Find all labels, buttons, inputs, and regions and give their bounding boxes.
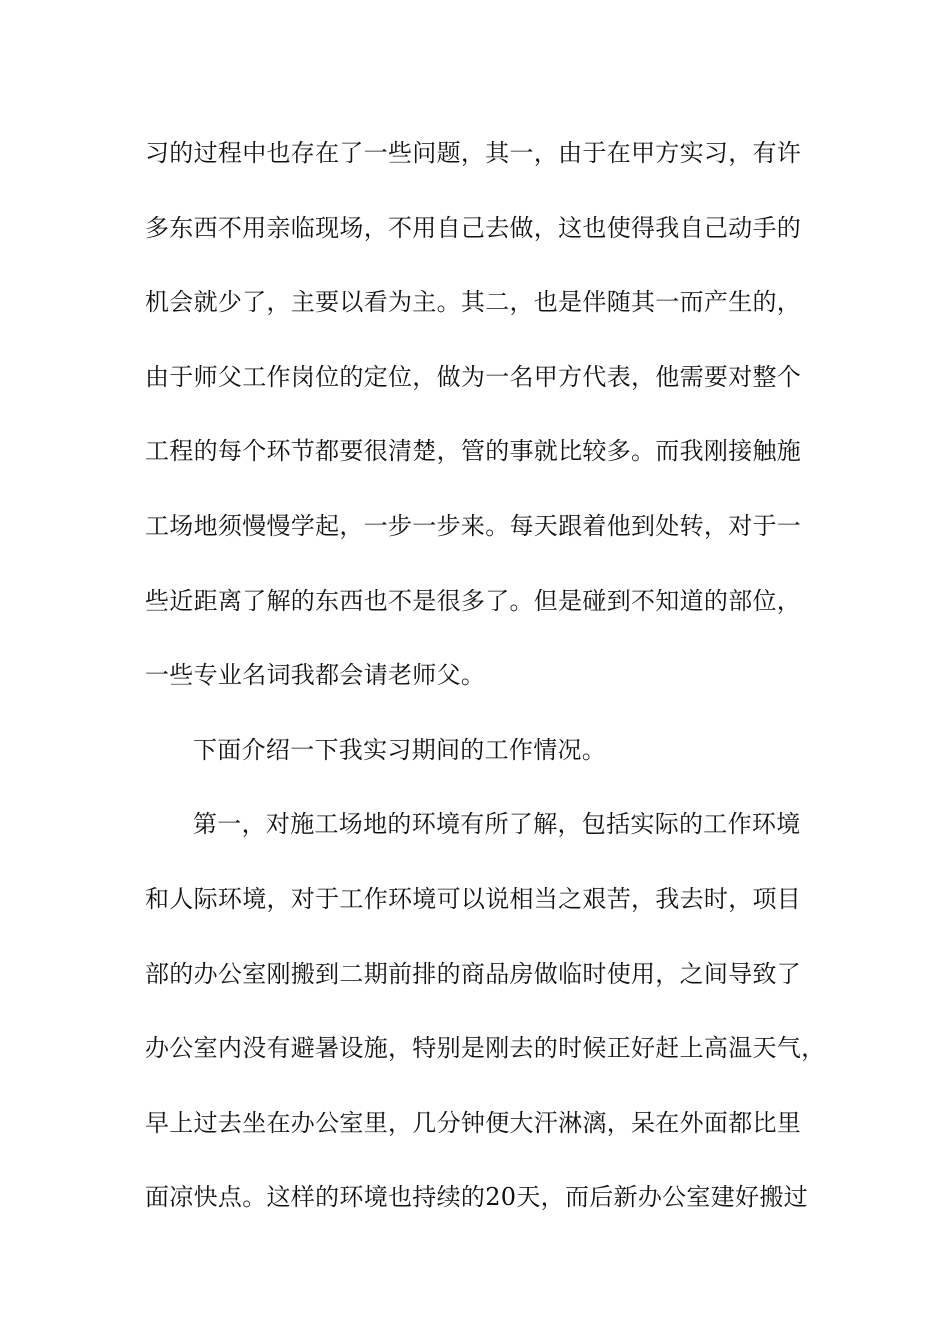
text-line: 部的办公室刚搬到二期前排的商品房做临时使用，之间导致了 (145, 959, 802, 988)
text-line: 面凉快点。这样的环境也持续的20天，而后新办公室建好搬过 (145, 1183, 808, 1212)
paragraph-start-line: 第一，对施工场地的环境有所了解，包括实际的工作环境 (193, 810, 801, 839)
text-line: 一些专业名词我都会请老师父。 (145, 661, 486, 690)
paragraph-start-line: 下面介绍一下我实习期间的工作情况。 (193, 735, 607, 764)
text-line: 机会就少了，主要以看为主。其二，也是伴随其一而产生的， (145, 288, 802, 317)
text-line: 和人际环境，对于工作环境可以说相当之艰苦，我去时，项目 (145, 884, 802, 913)
text-line: 多东西不用亲临现场，不用自己去做，这也使得我自己动手的 (145, 213, 802, 242)
text-line: 习的过程中也存在了一些问题，其一，由于在甲方实习，有许 (145, 139, 802, 167)
body-text (145, 127, 826, 1246)
text-line: 工场地须慢慢学起，一步一步来。每天跟着他到处转，对于一 (145, 511, 802, 540)
text-line: 早上过去坐在办公室里，几分钟便大汗淋漓，呆在外面都比里 (145, 1108, 802, 1137)
text-line: 办公室内没有避暑设施，特别是刚去的时候正好赶上高温天气， (145, 1034, 826, 1063)
text-line: 工程的每个环节都要很清楚，管的事就比较多。而我刚接触施 (145, 437, 802, 466)
text-line: 些近距离了解的东西也不是很多了。但是碰到不知道的部位， (145, 586, 802, 615)
text-line: 由于师父工作岗位的定位，做为一名甲方代表，他需要对整个 (145, 362, 802, 391)
